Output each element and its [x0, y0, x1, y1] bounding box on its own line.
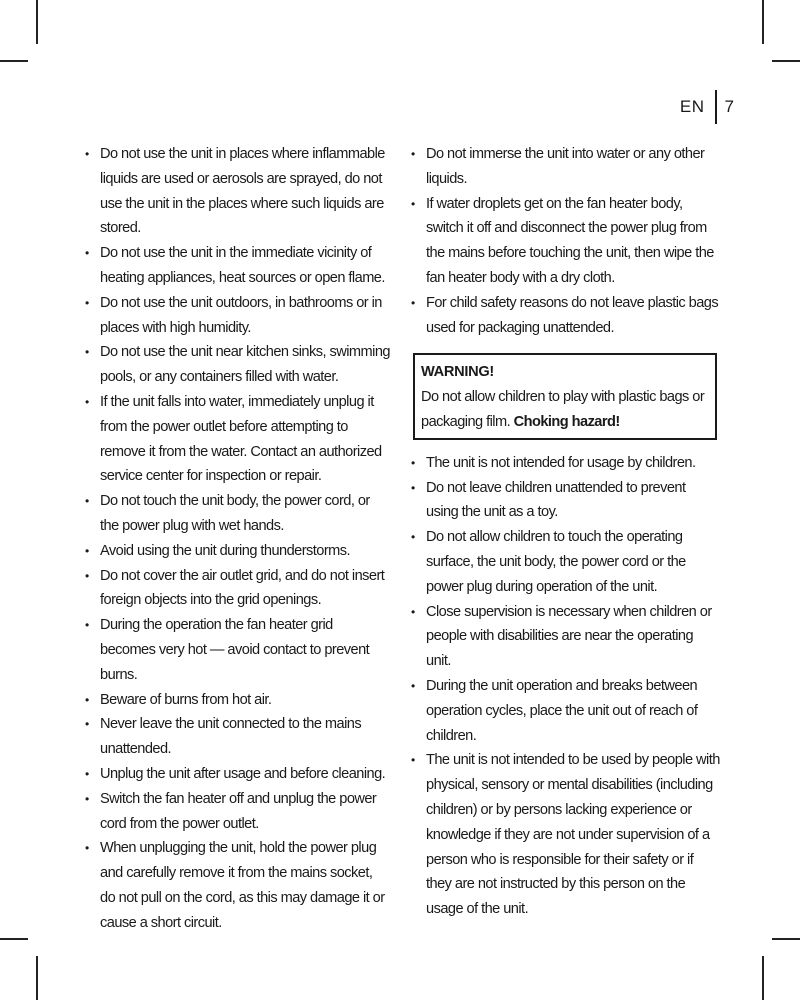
list-item: • Do not cover the air outlet grid, and do not insert foreign objects into the grid openings.	[85, 564, 390, 614]
left-bullet-list	[85, 142, 390, 936]
list-item: • The unit is not intended to be used by people with physical, sensory or mental disabilities (including children) or by persons lacking experience or knowledge if they are not under supervision of a person who is responsible for their safety or if they are not instructed by this person on the usage of the unit.	[411, 748, 721, 922]
list-item: • Close supervision is necessary when children or people with disabilities are near the operating unit.	[411, 600, 721, 674]
list-item: • The unit is not intended for usage by children.	[411, 451, 721, 476]
list-item: • Do not leave children unattended to prevent using the unit as a toy.	[411, 476, 721, 526]
list-item: • Do not use the unit outdoors, in bathrooms or in places with high humidity.	[85, 291, 390, 341]
crop-mark-top-right-horizontal	[772, 60, 800, 62]
warning-title: WARNING!	[421, 364, 494, 381]
list-item: • Unplug the unit after usage and before cleaning.	[85, 762, 390, 787]
warning-body: Do not allow children to play with plastic bags or packaging film.	[421, 389, 705, 430]
right-column	[411, 142, 721, 922]
list-item: • Do not touch the unit body, the power cord, or the power plug with wet hands.	[85, 489, 390, 539]
list-item: • Never leave the unit connected to the mains unattended.	[85, 712, 390, 762]
list-item: • Do not use the unit near kitchen sinks, swimming pools, or any containers filled with water.	[85, 340, 390, 390]
list-item: • Avoid using the unit during thunderstorms.	[85, 539, 390, 564]
crop-mark-bottom-right-horizontal	[772, 938, 800, 940]
list-item: • If the unit falls into water, immediately unplug it from the power outlet before attempting to remove it from the water. Contact an authorized service center for inspection or repair.	[85, 390, 390, 489]
page-header	[680, 90, 734, 124]
crop-mark-bottom-left-horizontal	[0, 938, 28, 940]
list-item: • Do not use the unit in the immediate vicinity of heating appliances, heat sources or open flame.	[85, 241, 390, 291]
crop-mark-bottom-right-vertical	[762, 956, 764, 1000]
warning-emphasis: Choking hazard!	[513, 413, 620, 430]
list-item: • For child safety reasons do not leave plastic bags used for packaging unattended.	[411, 291, 721, 341]
warning-box	[413, 353, 717, 439]
list-item: • Do not immerse the unit into water or any other liquids.	[411, 142, 721, 192]
crop-mark-top-right-vertical	[762, 0, 764, 44]
list-item: • Do not use the unit in places where inflammable liquids are used or aerosols are sprayed, do not use the unit in the places where such liquids are stored.	[85, 142, 390, 241]
warning-text	[421, 385, 709, 435]
list-item: • During the unit operation and breaks between operation cycles, place the unit out of reach of children.	[411, 674, 721, 748]
list-item: • If water droplets get on the fan heater body, switch it off and disconnect the power plug from the mains before touching the unit, then wipe the fan heater body with a dry cloth.	[411, 192, 721, 291]
right-bottom-bullet-list	[411, 451, 721, 922]
list-item: • Switch the fan heater off and unplug the power cord from the power outlet.	[85, 787, 390, 837]
crop-mark-top-left-vertical	[36, 0, 38, 44]
crop-mark-bottom-left-vertical	[36, 956, 38, 1000]
list-item: • Do not allow children to touch the operating surface, the unit body, the power cord or the power plug during operation of the unit.	[411, 525, 721, 599]
crop-mark-top-left-horizontal	[0, 60, 28, 62]
right-top-bullet-list	[411, 142, 721, 340]
list-item: • During the operation the fan heater grid becomes very hot — avoid contact to prevent burns.	[85, 613, 390, 687]
list-item: • When unplugging the unit, hold the power plug and carefully remove it from the mains socket, do not pull on the cord, as this may damage it or cause a short circuit.	[85, 836, 390, 935]
page-number: 7	[724, 97, 734, 116]
left-column	[85, 142, 390, 936]
language-code: EN	[679, 97, 705, 116]
list-item: • Beware of burns from hot air.	[85, 688, 390, 713]
